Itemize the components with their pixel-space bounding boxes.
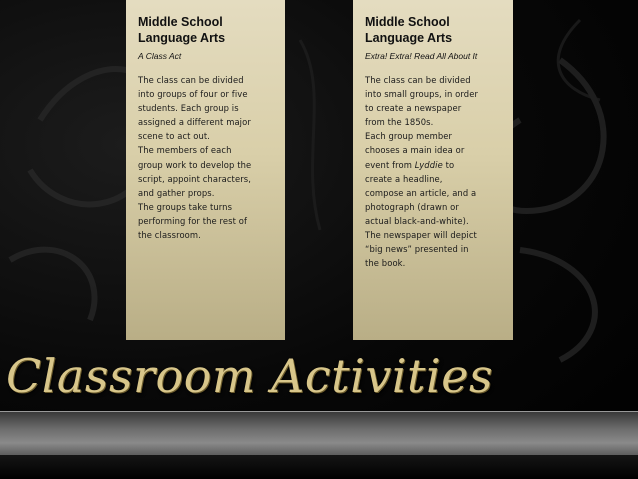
slide-title: Classroom Activities (6, 349, 494, 403)
right-body-part1: The class can be divided into small groups, in order to create a newspaper from the 1850s. Each group member chooses a main idea or event from (365, 75, 479, 170)
right-panel-body (365, 73, 501, 270)
left-heading-line2: Language Arts (138, 31, 226, 45)
right-body-part2: to create a headline, compose an article, and a photograph (drawn or actual black-and-white). The newspaper will depict “big news” presented in the book. (365, 159, 477, 269)
right-heading-line2: Language Arts (365, 31, 453, 45)
right-panel-subheading: Extra! Extra! Read All About It (365, 51, 478, 61)
right-activity-panel (353, 0, 513, 340)
right-body-book-title: Lyddie (414, 159, 443, 170)
left-panel-heading (138, 14, 273, 46)
left-panel-subheading: A Class Act (138, 51, 182, 61)
left-activity-panel (126, 0, 285, 340)
left-heading-line1: Middle School (138, 15, 223, 29)
left-panel-body: The class can be divided into groups of four or five students. Each group is assigned a different major scene to act out. The members of each group work to develop the script, appoint characters, and gather props. The groups take turns performing for the rest of the classroom. (138, 75, 252, 241)
right-heading-line1: Middle School (365, 15, 450, 29)
right-panel-heading (365, 14, 501, 46)
footer-band (0, 455, 638, 479)
title-band (0, 411, 638, 456)
